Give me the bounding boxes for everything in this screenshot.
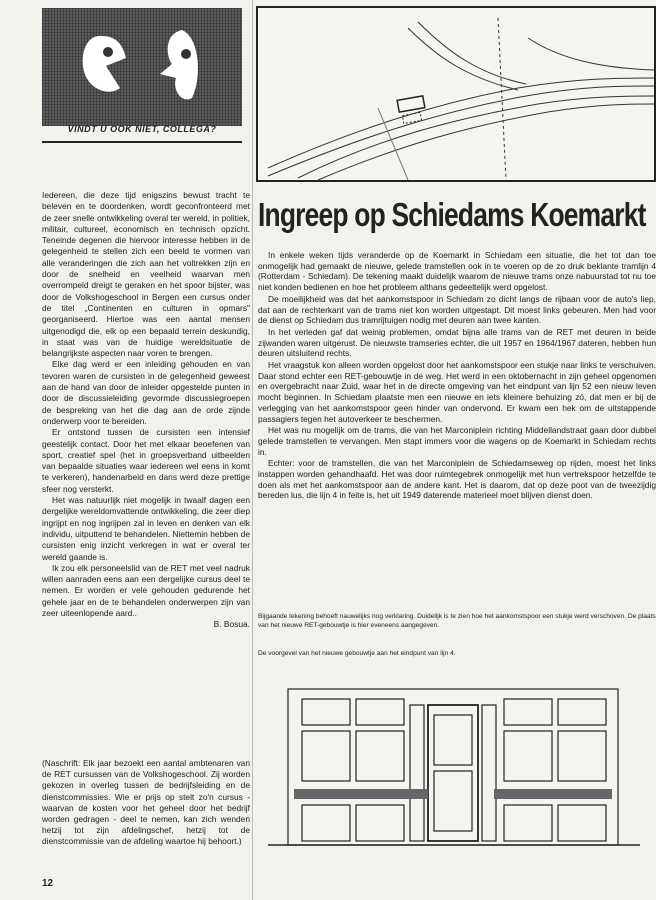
building-facade-drawing	[268, 685, 640, 855]
building-caption: De voorgevel van het nieuwe gebouwtje aan het eindpunt van lijn 4.	[258, 650, 456, 657]
left-paragraph: Het was natuurlijk niet mogelijk in twaalf dagen een dergelijke wereldomvattende ontwikkeling, die zeer diep ingrijpt en nog ingrijpen zal in leven en denken van elk individu, uitputtend te behandelen. Niettemin hebben de cursisten enig inzicht verkregen in wat er overal ter wereld gaande is.	[42, 495, 250, 562]
page-number: 12	[42, 878, 54, 889]
article-paragraph: Het was nu mogelijk om de trams, die van het Marconiplein richting Middellandstraat gaan door dubbel gelede tramstellen te vervangen. Men stapt immers voor die wagens op de Koemarkt in Schiedam rechts in.	[258, 425, 656, 457]
left-paragraph: Iedereen, die deze tijd enigszins bewust tracht te beleven en te doordenken, wordt geconfronteerd met de zeer snelle ontwikkeling overal ter wereld, in politiek, militair, cultureel, economisch en technisch opzicht. Teneinde degenen die hiervoor interesse hebben in de gelegenheid te stellen zich een beeld te vormen van alle veranderingen die zich aan het voltrekken zijn en door de snelheid en veelheid waarvan men overrompeld dreigt te geraken en het spoor bijster, was door de Volkshogeschool in Bergen een cursus onder de titel „Continenten en culturen in opmars" georganiseerd. Hiertoe was een aantal mensen uitgenodigd die, elk op een bepaald terrein deskundig, in staat was van de huidige wereldsituatie de belangrijkste aspecten naar voren te brengen.	[42, 190, 250, 359]
map-caption: Bijgaande tekening behoeft nauwelijks nog verklaring. Duidelijk is te zien hoe het aankomstspoor een stukje werd verschoven. De plaats van het nieuwe RET-gebouwtje is hier eveneens aangegeven.	[258, 613, 656, 629]
column-separator	[252, 0, 253, 900]
left-paragraph: Ik zou elk personeelslid van de RET met veel nadruk willen aanraden eens aan een dergelijke cursus deel te nemen. Er worden er vele gehouden gedurende het gehele jaar en de te behandelen onderwerpen zijn van zeer uiteenlopende aard..	[42, 562, 250, 618]
article-paragraph: Echter: voor de tramstellen, die van het Marconiplein de Schiedamseweg op rijden, moest het links instappen worden gehandhaafd. Het was door ruimtegebrek onmogelijk met hun vertrekspoor hetzelfde te doen als met het aankomstspoor aan de andere kant. Het is daarom, dat op deze poot van de tweezijdig bereden lus, die lijn 4 in feite is, het uit 1949 daterende materieel moet blijven dienst doen.	[258, 458, 656, 501]
left-paragraph: Elke dag werd er een inleiding gehouden en van tevoren waren de cursisten in de gelegenheid geweest aan de hand van door de inleider opgestelde punten in door de discussieleiding gevormde discussiegroepen de bespreking van het die dag aan de orde zijnde onderwerp voor te bereiden.	[42, 359, 250, 426]
signature: B. Bosua.	[213, 619, 250, 630]
track-layout-diagram	[258, 8, 654, 180]
left-column	[42, 190, 250, 631]
column-title: VINDT U OOK NIET, COLLEGA?	[67, 124, 217, 134]
note-text: (Naschrift: Elk jaar bezoekt een aantal ambtenaren van de RET cursussen van de Volkshogeschool. Zij worden gekozen in overleg tussen de bedrijfsleiding en de dienstcommissies. Wie er prijs op stelt zo'n cursus - waarvan de kosten voor het geheel door het bedrijf worden gedragen - deel te nemen, kan zich wenden hetzij tot zijn afdelingschef, hetzij tot de dienstcommissie van de afdeling waartoe hij behoort.)	[42, 758, 250, 847]
column-header-image	[42, 8, 242, 126]
two-faces-illustration	[42, 8, 242, 126]
facade-illustration	[268, 685, 640, 855]
article-title: Ingreep op Schiedams Koemarkt	[258, 196, 646, 233]
header-rule	[42, 141, 242, 143]
article-body	[258, 250, 656, 502]
postscript-note	[42, 758, 250, 848]
article-paragraph: Het vraagstuk kon alleen worden opgelost door het aankomstspoor een stukje naar links te verschuiven. Daar stond echter een RET-gebouwtje in de weg. Het werd in een oktobernacht in zijn geheel opgenomen en overgebracht naar Zuid, waar het in de directe omgeving van het eindpunt van lijn 52 een nieuw leven mocht beginnen. In Schiedam plaatste men een nieuwe en iets kleinere behuizing zó, dat men er bij de verlegging van het aankomstspoor geen hinder van ondervond. Er kwam een hek om de uitstappende passagiers tegen het autoverkeer te beschermen.	[258, 360, 656, 424]
article-paragraph: In enkele weken tijds veranderde op de Koemarkt in Schiedam een situatie, die het tot dan toe onmogelijk had gemaakt de nieuwe, gelede tramstellen ook in te voeren op de zo druk beklante tramlijn 4 (Rotterdam - Schiedam). De tekening maakt duidelijk waarom de nieuwe trams onze nabuurstad tot nu toe niet konden bedienen en hoe het probleem althans gedeeltelijk werd opgelost.	[258, 250, 656, 293]
article-paragraph: De moeilijkheid was dat het aankomstspoor in Schiedam zo dicht langs de rijbaan voor de auto's liep, dat aan de rechterkant van de trams niet kon worden uitgestapt. Dit moest links gebeuren. Men had voor de dienst op Schiedam dus tramrijtuigen nodig met deuren aan twee kanten.	[258, 293, 656, 326]
article-paragraph: In het verleden gaf dat weinig problemen, omdat bijna alle trams van de RET met deuren in beide zijwanden waren uitgerust. De nieuwste tramseries echter, die uit 1957 en 1964/1967 dateren, hebben hun deuren uitsluitend rechts.	[258, 326, 656, 359]
left-paragraph: Er ontstond tussen de cursisten een intensief geestelijk contact. Door het met elkaar beoefenen van sport, creatief spel (het in groepsverband uitbeelden van bepaalde situaties waar iedereen wel eens in komt te verkeren), handenarbeid en dans werd deze prettige sfeer nog versterkt.	[42, 427, 250, 494]
track-map-drawing	[256, 6, 656, 182]
